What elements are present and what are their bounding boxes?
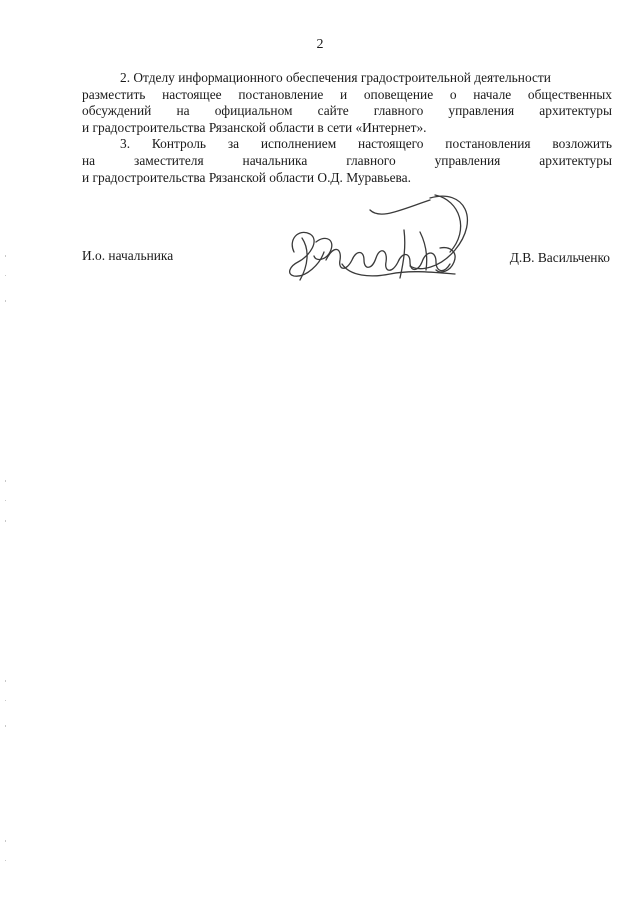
handwritten-signature bbox=[280, 190, 480, 300]
word: главного bbox=[346, 152, 396, 168]
word: на bbox=[82, 152, 96, 168]
paragraph-2-line-3: обсуждений на официальном сайте главного управления архитектуры bbox=[82, 103, 612, 119]
paragraph-2-line-1: 2. Отделу информационного обеспечения градостроительной деятельности bbox=[120, 70, 551, 85]
word: заместителя bbox=[134, 152, 204, 168]
signatory-position: И.о. начальника bbox=[82, 248, 174, 263]
paragraph-3-line-2 bbox=[82, 153, 612, 170]
signatory-name: Д.В. Васильченко bbox=[509, 250, 610, 265]
paragraph-3 bbox=[82, 136, 612, 186]
word: архитектуры bbox=[539, 152, 612, 168]
word: начальника bbox=[242, 152, 308, 168]
page-number: 2 bbox=[316, 37, 324, 52]
word: управления bbox=[434, 152, 501, 168]
paragraph-2-line-4: и градостроительства Рязанской области в сети «Интернет». bbox=[82, 119, 427, 135]
paragraph-2 bbox=[82, 70, 612, 136]
paragraph-3-line-1: 3. Контроль за исполнением настоящего постановления возложить bbox=[120, 136, 612, 152]
paragraph-3-line-3: и градостроительства Рязанской области О.Д. Муравьева. bbox=[82, 169, 411, 185]
scan-margin-marks bbox=[5, 0, 7, 905]
paragraph-2-line-2: разместить настоящее постановление и оповещение о начале общественных bbox=[82, 86, 612, 102]
document-body bbox=[82, 70, 612, 186]
